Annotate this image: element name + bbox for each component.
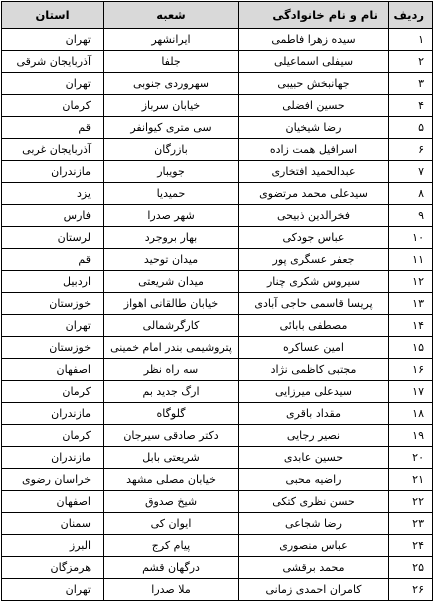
table-row: [2, 29, 433, 51]
full-name-cell: عباس منصوری: [239, 535, 389, 557]
branch-cell: جلفا: [104, 51, 239, 73]
full-name-cell: مجتبی کاظمی نژاد: [239, 359, 389, 381]
branch-cell: بهار بروجرد: [104, 227, 239, 249]
branch-cell: درگهان قشم: [104, 557, 239, 579]
branch-cell: سه راه نظر: [104, 359, 239, 381]
full-name-cell: پریسا قاسمی حاجی آبادی: [239, 293, 389, 315]
row-number-cell: ۵: [389, 117, 433, 139]
table-row: [2, 139, 433, 161]
table-row: [2, 95, 433, 117]
row-number-cell: ۱۴: [389, 315, 433, 337]
table-row: [2, 535, 433, 557]
branch-cell: شهر صدرا: [104, 205, 239, 227]
branch-cell: ارگ جدید بم: [104, 381, 239, 403]
row-number-cell: ۱۲: [389, 271, 433, 293]
branch-cell: کارگرشمالی: [104, 315, 239, 337]
province-cell: کرمان: [2, 425, 104, 447]
province-cell: تهران: [2, 315, 104, 337]
table-row: [2, 183, 433, 205]
full-name-cell: سیدعلی میرزایی: [239, 381, 389, 403]
header-branch: شعبه: [104, 2, 239, 29]
branch-cell: بازرگان: [104, 139, 239, 161]
branch-cell: شیخ صدوق: [104, 491, 239, 513]
full-name-cell: رضا شیخیان: [239, 117, 389, 139]
row-number-cell: ۴: [389, 95, 433, 117]
header-full-name: نام و نام خانوادگی: [239, 2, 389, 29]
table-row: [2, 337, 433, 359]
table-row: [2, 359, 433, 381]
row-number-cell: ۲: [389, 51, 433, 73]
table-row: [2, 469, 433, 491]
row-number-cell: ۱۰: [389, 227, 433, 249]
province-cell: تهران: [2, 73, 104, 95]
row-number-cell: ۲۵: [389, 557, 433, 579]
branch-cell: خیابان مصلی مشهد: [104, 469, 239, 491]
table-row: [2, 425, 433, 447]
branch-cell: ایوان کی: [104, 513, 239, 535]
row-number-cell: ۷: [389, 161, 433, 183]
full-name-cell: سیروس شکری چنار: [239, 271, 389, 293]
full-name-cell: حسن نظری کتکی: [239, 491, 389, 513]
province-cell: فارس: [2, 205, 104, 227]
full-name-cell: اسرافیل همت زاده: [239, 139, 389, 161]
row-number-cell: ۹: [389, 205, 433, 227]
table-row: [2, 73, 433, 95]
province-cell: هرمزگان: [2, 557, 104, 579]
table-row: [2, 513, 433, 535]
row-number-cell: ۱۶: [389, 359, 433, 381]
province-cell: تهران: [2, 29, 104, 51]
branch-cell: حمیدیا: [104, 183, 239, 205]
province-cell: آذربایجان غربی: [2, 139, 104, 161]
winners-table: [1, 1, 433, 601]
branch-cell: پیام کرج: [104, 535, 239, 557]
province-cell: خراسان رضوی: [2, 469, 104, 491]
header-row-number: ردیف: [389, 2, 433, 29]
row-number-cell: ۸: [389, 183, 433, 205]
province-cell: کرمان: [2, 381, 104, 403]
table-row: [2, 381, 433, 403]
full-name-cell: عبدالحمید افتخاری: [239, 161, 389, 183]
table-row: [2, 51, 433, 73]
full-name-cell: جعفر عسگری پور: [239, 249, 389, 271]
row-number-cell: ۶: [389, 139, 433, 161]
branch-cell: سی متری کیوانفر: [104, 117, 239, 139]
table-row: [2, 579, 433, 601]
table-row: [2, 205, 433, 227]
full-name-cell: سیدعلی محمد مرتضوی: [239, 183, 389, 205]
table-row: [2, 557, 433, 579]
row-number-cell: ۱۳: [389, 293, 433, 315]
province-cell: خوزستان: [2, 337, 104, 359]
full-name-cell: حسین عابدی: [239, 447, 389, 469]
row-number-cell: ۱۹: [389, 425, 433, 447]
province-cell: اصفهان: [2, 491, 104, 513]
province-cell: یزد: [2, 183, 104, 205]
province-cell: آذربایجان شرقی: [2, 51, 104, 73]
table-row: [2, 403, 433, 425]
full-name-cell: محمد برقشی: [239, 557, 389, 579]
branch-cell: پتروشیمی بندر امام خمینی: [104, 337, 239, 359]
row-number-cell: ۱۷: [389, 381, 433, 403]
full-name-cell: جهانبخش حبیبی: [239, 73, 389, 95]
full-name-cell: مقداد باقری: [239, 403, 389, 425]
province-cell: کرمان: [2, 95, 104, 117]
full-name-cell: حسین افضلی: [239, 95, 389, 117]
full-name-cell: نصیر رجایی: [239, 425, 389, 447]
table-row: [2, 447, 433, 469]
full-name-cell: سیده زهرا فاطمی: [239, 29, 389, 51]
table-row: [2, 227, 433, 249]
row-number-cell: ۱۵: [389, 337, 433, 359]
table-row: [2, 293, 433, 315]
row-number-cell: ۱۸: [389, 403, 433, 425]
row-number-cell: ۲۴: [389, 535, 433, 557]
branch-cell: خیابان طالقانی اهواز: [104, 293, 239, 315]
table-row: [2, 315, 433, 337]
branch-cell: ایرانشهر: [104, 29, 239, 51]
full-name-cell: راضیه محبی: [239, 469, 389, 491]
full-name-cell: مصطفی بابائی: [239, 315, 389, 337]
row-number-cell: ۳: [389, 73, 433, 95]
province-cell: اردبیل: [2, 271, 104, 293]
row-number-cell: ۲۰: [389, 447, 433, 469]
province-cell: خوزستان: [2, 293, 104, 315]
row-number-cell: ۲۲: [389, 491, 433, 513]
province-cell: البرز: [2, 535, 104, 557]
province-cell: اصفهان: [2, 359, 104, 381]
province-cell: مازندران: [2, 447, 104, 469]
branch-cell: ملا صدرا: [104, 579, 239, 601]
full-name-cell: رضا شجاعی: [239, 513, 389, 535]
full-name-cell: کامران احمدی زمانی: [239, 579, 389, 601]
full-name-cell: امین عساکره: [239, 337, 389, 359]
row-number-cell: ۱۱: [389, 249, 433, 271]
table-body: [2, 29, 433, 601]
branch-cell: دکتر صادقی سیرجان: [104, 425, 239, 447]
winners-table-container: [1, 1, 432, 601]
full-name-cell: فخرالدین ذبیحی: [239, 205, 389, 227]
province-cell: تهران: [2, 579, 104, 601]
table-row: [2, 491, 433, 513]
branch-cell: میدان توحید: [104, 249, 239, 271]
province-cell: قم: [2, 249, 104, 271]
table-row: [2, 161, 433, 183]
row-number-cell: ۲۳: [389, 513, 433, 535]
branch-cell: شریعتی بابل: [104, 447, 239, 469]
province-cell: سمنان: [2, 513, 104, 535]
table-row: [2, 271, 433, 293]
branch-cell: جویبار: [104, 161, 239, 183]
branch-cell: خیابان سرباز: [104, 95, 239, 117]
table-row: [2, 117, 433, 139]
province-cell: مازندران: [2, 161, 104, 183]
full-name-cell: عباس جودکی: [239, 227, 389, 249]
row-number-cell: ۲۱: [389, 469, 433, 491]
full-name-cell: سیفلی اسماعیلی: [239, 51, 389, 73]
row-number-cell: ۲۶: [389, 579, 433, 601]
province-cell: مازندران: [2, 403, 104, 425]
header-province: استان: [2, 2, 104, 29]
branch-cell: میدان شریعتی: [104, 271, 239, 293]
province-cell: لرستان: [2, 227, 104, 249]
table-header-row: [2, 2, 433, 29]
row-number-cell: ۱: [389, 29, 433, 51]
branch-cell: گلوگاه: [104, 403, 239, 425]
branch-cell: سهروردی جنوبی: [104, 73, 239, 95]
table-row: [2, 249, 433, 271]
province-cell: قم: [2, 117, 104, 139]
